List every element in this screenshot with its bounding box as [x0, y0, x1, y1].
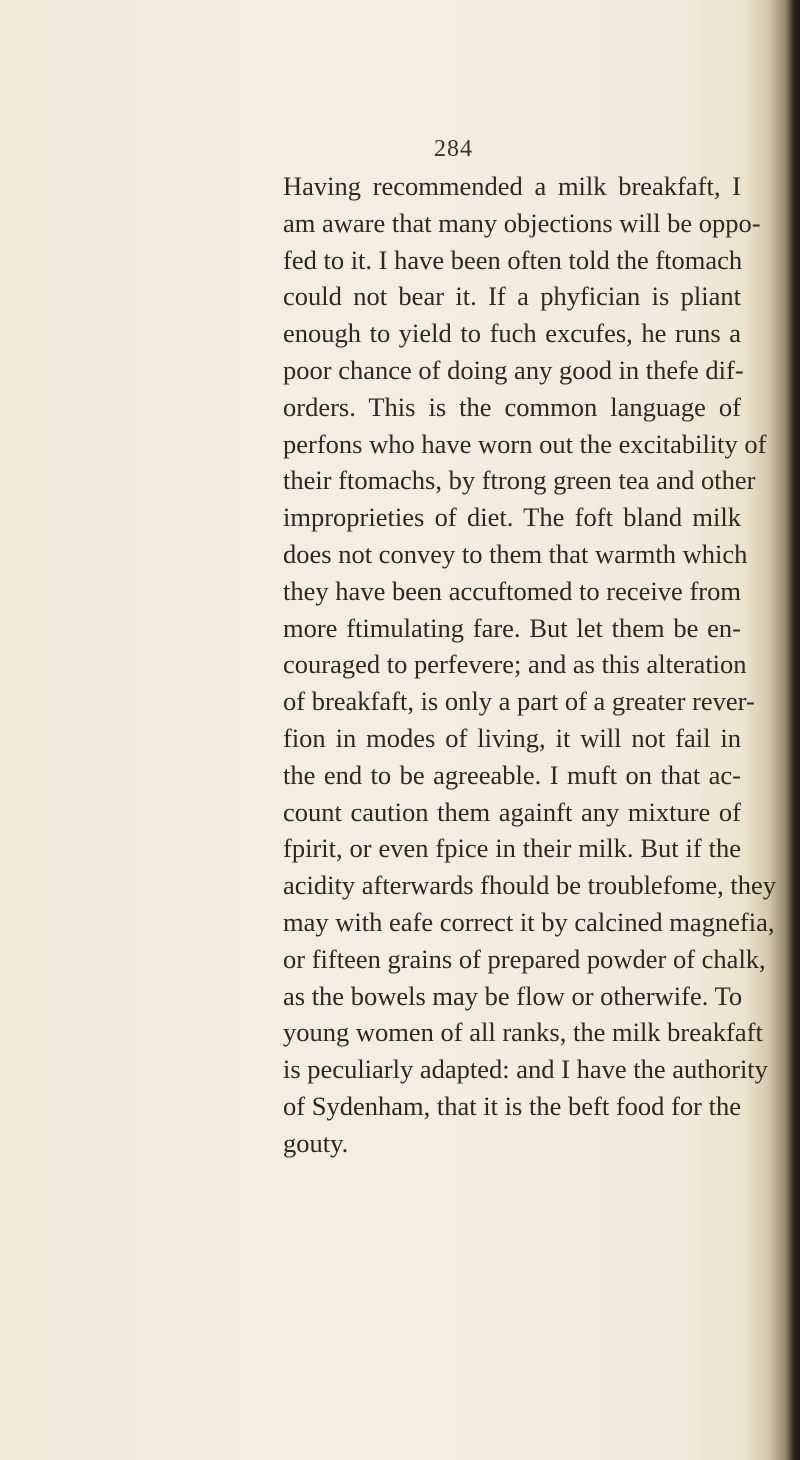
- text-line: improprieties of diet. The foft bland milk: [283, 502, 741, 533]
- text-line: may with eafe correct it by calcined magnefia,: [283, 906, 775, 937]
- text-line: fed to it. I have been often told the ftomach: [283, 244, 743, 275]
- text-line: fpirit, or even fpice in their milk. But if the: [283, 833, 741, 864]
- page-number: 284: [434, 136, 473, 162]
- text-line: enough to yield to fuch excufes, he runs a: [283, 318, 741, 349]
- text-line: does not convey to them that warmth which: [283, 538, 748, 569]
- text-line: more ftimulating fare. But let them be en-: [283, 612, 741, 643]
- text-line: or fifteen grains of prepared powder of chalk,: [283, 943, 766, 974]
- text-line: couraged to perfevere; and as this alteration: [283, 649, 747, 680]
- text-line: perfons who have worn out the excitability of: [283, 428, 767, 459]
- text-line: their ftomachs, by ftrong green tea and other: [283, 465, 756, 496]
- text-line: young women of all ranks, the milk breakfaft: [283, 1017, 763, 1048]
- text-line: am aware that many objections will be oppo-: [283, 207, 761, 238]
- text-line: as the bowels may be flow or otherwife. To: [283, 980, 743, 1011]
- text-line: could not bear it. If a phyfician is pliant: [283, 281, 741, 312]
- page-edge-shadow: [786, 0, 800, 1460]
- text-line: poor chance of doing any good in thefe dif-: [283, 354, 744, 385]
- text-line: fion in modes of living, it will not fail in: [283, 722, 741, 753]
- text-line: orders. This is the common language of: [283, 391, 741, 422]
- text-line: count caution them againft any mixture of: [283, 796, 741, 827]
- text-line: Having recommended a milk breakfaft, I: [283, 171, 741, 201]
- text-line: gouty.: [283, 1127, 349, 1158]
- text-line: is peculiarly adapted: and I have the authority: [283, 1054, 768, 1085]
- text-line: the end to be agreeable. I muft on that ac-: [283, 759, 741, 790]
- text-line: of breakfaft, is only a part of a greater rever-: [283, 686, 755, 717]
- body-paragraph: [283, 168, 777, 1162]
- text-line: acidity afterwards fhould be troublefome, they: [283, 870, 777, 901]
- text-line: they have been accuftomed to receive from: [283, 575, 741, 606]
- text-line: of Sydenham, that it is the beft food for the: [283, 1090, 741, 1121]
